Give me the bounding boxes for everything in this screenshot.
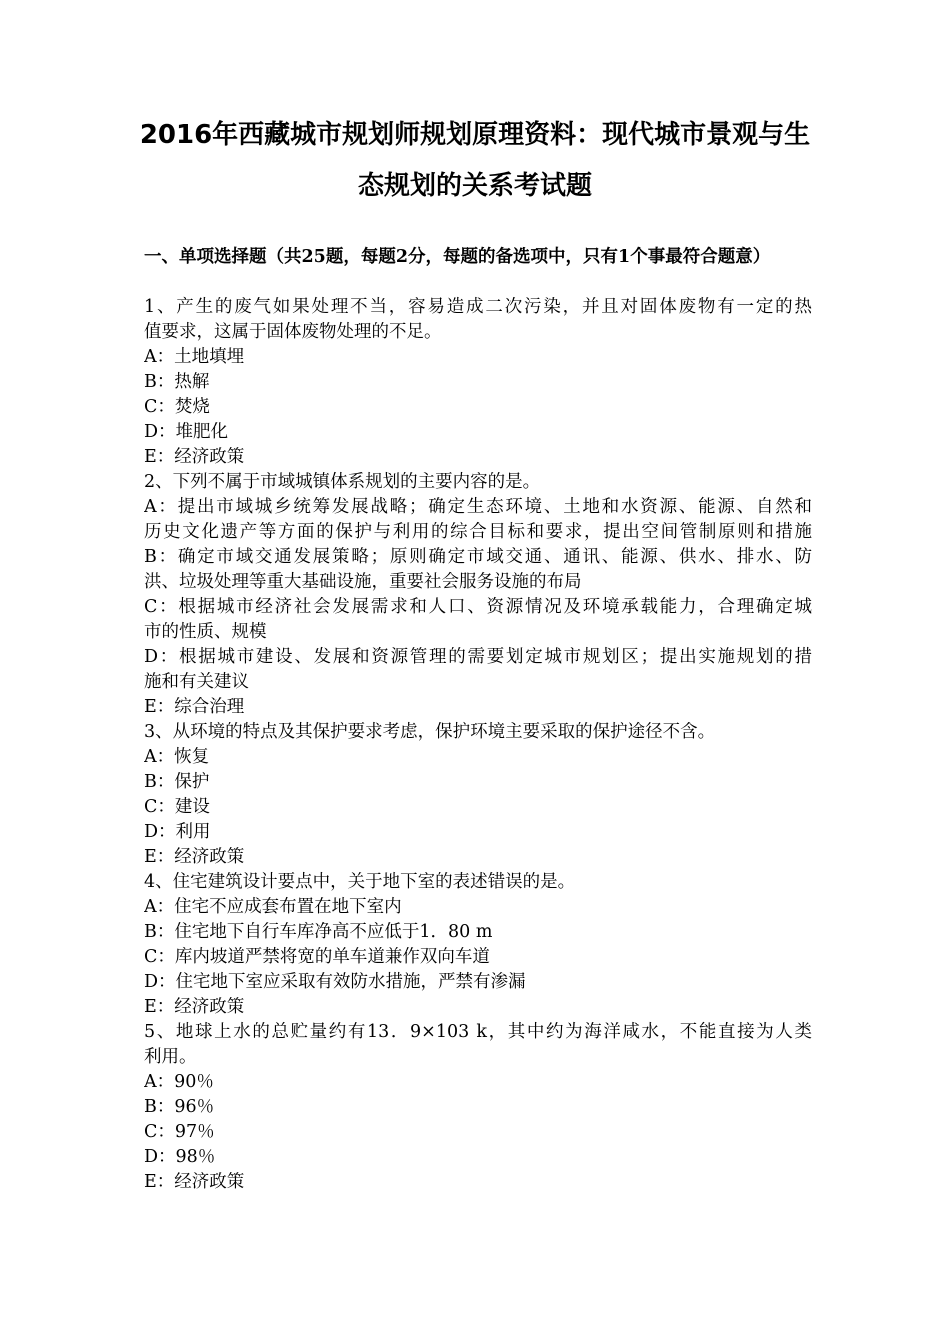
question-2-option-c-line-2: 市的性质、规模	[144, 622, 267, 642]
question-4-option-c: C：库内坡道严禁将宽的单车道兼作双向车道	[144, 947, 490, 967]
document-title-line-1: 2016年西藏城市规划师规划原理资料：现代城市景观与生	[139, 120, 811, 150]
question-2-option-e: E：综合治理	[144, 697, 245, 717]
question-2-text: 2、下列不属于市域城镇体系规划的主要内容的是。	[144, 472, 541, 492]
question-1-option-c: C：焚烧	[144, 397, 210, 417]
question-3-option-a: A：恢复	[144, 747, 210, 767]
question-4-text: 4、住宅建筑设计要点中，关于地下室的表述错误的是。	[144, 872, 576, 892]
question-4-option-b: B：住宅地下自行车库净高不应低于1．80 m	[144, 922, 493, 942]
question-1-option-b: B：热解	[144, 372, 210, 392]
question-2-option-a-line-2: 历史文化遗产等方面的保护与利用的综合目标和要求，提出空间管制原则和措施	[144, 522, 812, 542]
question-2-option-b-line-1: B：确定市域交通发展策略；原则确定市域交通、通讯、能源、供水、排水、防	[144, 547, 812, 567]
question-1-option-a: A：土地填埋	[144, 347, 245, 367]
question-3-option-e: E：经济政策	[144, 847, 245, 867]
question-5-option-c: C：97％	[144, 1122, 215, 1142]
section-heading: 一、单项选择题（共25题，每题2分，每题的备选项中，只有1个事最符合题意）	[144, 247, 771, 267]
question-1-option-e: E：经济政策	[144, 447, 245, 467]
question-2-option-d-line-1: D：根据城市建设、发展和资源管理的需要划定城市规划区；提出实施规划的措	[144, 647, 812, 667]
question-1-option-d: D：堆肥化	[144, 422, 229, 442]
question-2-option-a-line-1: A：提出市域城乡统筹发展战略；确定生态环境、土地和水资源、能源、自然和	[144, 497, 812, 517]
question-4-option-a: A：住宅不应成套布置在地下室内	[144, 897, 402, 917]
question-4-option-d: D：住宅地下室应采取有效防水措施，严禁有渗漏	[144, 972, 526, 992]
question-2-option-d-line-2: 施和有关建议	[144, 672, 249, 692]
question-5-option-e: E：经济政策	[144, 1172, 245, 1192]
question-1-text-line-1: 1、产生的废气如果处理不当，容易造成二次污染，并且对固体废物有一定的热	[144, 297, 812, 317]
question-3-text: 3、从环境的特点及其保护要求考虑，保护环境主要采取的保护途径不含。	[144, 722, 716, 742]
question-5-option-b: B：96％	[144, 1097, 215, 1117]
question-5-option-a: A：90％	[144, 1072, 214, 1092]
question-1-text-line-2: 值要求，这属于固体废物处理的不足。	[144, 322, 442, 342]
question-3-option-d: D：利用	[144, 822, 211, 842]
question-5-text-line-2: 利用。	[144, 1047, 197, 1067]
question-2-option-c-line-1: C：根据城市经济社会发展需求和人口、资源情况及环境承载能力，合理确定城	[144, 597, 812, 617]
question-5-option-d: D：98％	[144, 1147, 216, 1167]
question-list	[144, 295, 812, 1195]
question-3-option-b: B：保护	[144, 772, 210, 792]
question-5-text-line-1: 5、地球上水的总贮量约有13．9×103 k，其中约为海洋咸水，不能直接为人类	[144, 1022, 812, 1042]
question-2-option-b-line-2: 洪、垃圾处理等重大基础设施，重要社会服务设施的布局	[144, 572, 582, 592]
question-4-option-e: E：经济政策	[144, 997, 245, 1017]
document-title-line-2: 态规划的关系考试题	[357, 171, 592, 201]
question-3-option-c: C：建设	[144, 797, 210, 817]
